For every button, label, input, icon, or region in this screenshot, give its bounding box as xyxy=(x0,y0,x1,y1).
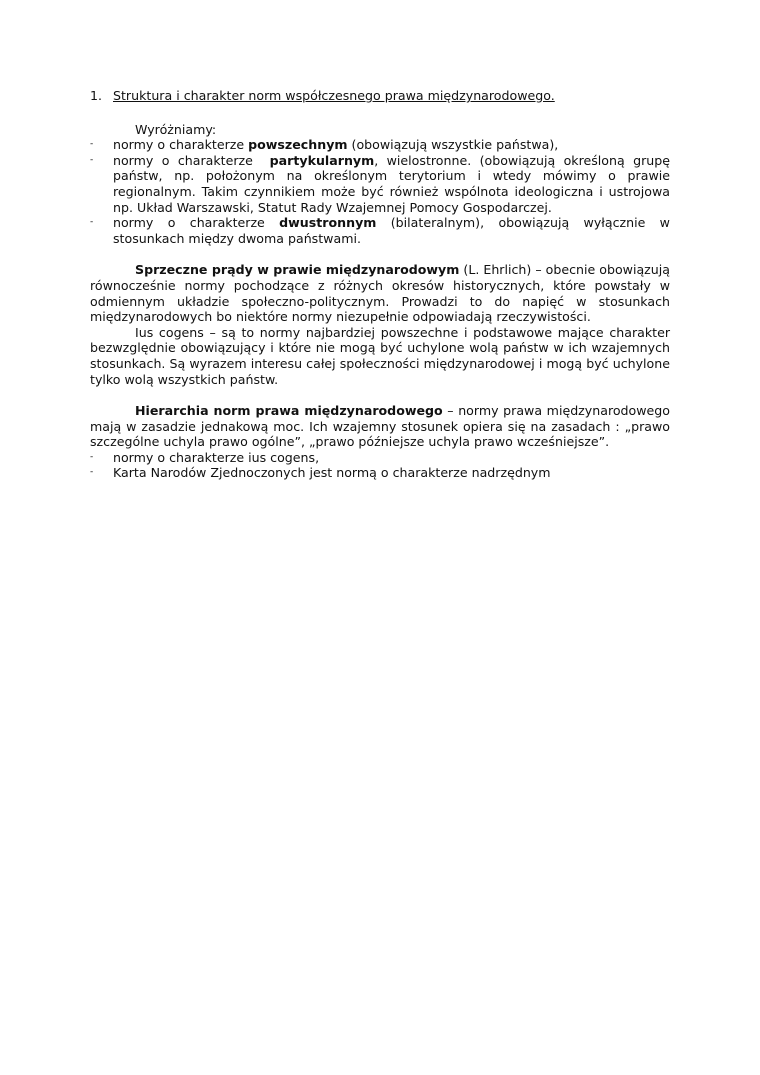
hierarchy-item-un-charter xyxy=(90,465,670,481)
list-item-rest: (bilateralnym), obowiązują wyłącznie w stosunkach między dwoma państwami. xyxy=(113,215,670,246)
list-item-text: normy o charakterze ius cogens, xyxy=(113,449,320,465)
list-item-term: dwustronnym xyxy=(279,215,377,231)
list-dash: - xyxy=(90,217,94,228)
list-item-rest: (obowiązują wszystkie państwa), xyxy=(347,137,559,153)
list-item-universal xyxy=(90,137,670,153)
list-item-bilateral xyxy=(90,215,670,246)
list-item-text xyxy=(113,153,670,215)
list-item-text xyxy=(113,137,670,153)
section-title: Struktura i charakter norm współczesnego prawa międzynarodowego. xyxy=(113,88,555,103)
hierarchy-item-ius-cogens xyxy=(90,450,670,466)
paragraph-term: Hierarchia norm prawa międzynarodowego xyxy=(135,403,443,419)
list-item-lead: normy o charakterze xyxy=(113,152,270,168)
list-item-term: powszechnym xyxy=(248,137,348,153)
list-item-particular xyxy=(90,153,670,215)
list-dash: - xyxy=(90,139,94,150)
paragraph-text: (L. Ehrlich) – obecnie obowiązują równocześnie normy pochodzące z różnych okresów historycznych, które powstały w odmiennym układzie społeczno-politycznym. Prowadzi to do napięć w stosunkach międzynarodowych bo niektóre normy niezupełnie odpowiadają rzeczywistości. xyxy=(90,262,670,325)
ius-cogens-paragraph: Ius cogens – są to normy najbardziej powszechne i podstawowe mające charakter bezwzględnie obowiązujący i które nie mogą być uchylone wolą państw w ich wzajemnych stosunkach. Są wyrazem interesu całej społeczności międzynarodowej i mogą być uchylone tylko wolą wszystkich państw. xyxy=(90,324,670,387)
list-dash: - xyxy=(90,451,94,462)
contradictory-currents-paragraph xyxy=(90,262,670,324)
intro-text: Wyróżniamy: xyxy=(135,121,217,137)
hierarchy-paragraph xyxy=(90,403,670,450)
list-item-text xyxy=(113,215,670,246)
paragraph-term: Sprzeczne prądy w prawie międzynarodowym xyxy=(135,262,460,278)
paragraph-gap xyxy=(90,387,670,403)
list-item-lead: normy o charakterze xyxy=(113,215,280,231)
list-dash: - xyxy=(90,154,94,165)
document-page xyxy=(90,88,670,481)
list-item-rest: , wielostronne. (obowiązują określoną grupę państw, np. położonym na określonym terytorium i wtedy mówimy o prawie regionalnym. Takim czynnikiem może być również wspólnota ideologiczna i ustrojowa np. Układ Warszawski, Statut Rady Wzajemnej Pomocy Gospodarczej. xyxy=(113,152,670,215)
list-item-text: Karta Narodów Zjednoczonych jest normą o charakterze nadrzędnym xyxy=(113,465,551,481)
section-number: 1. xyxy=(90,88,103,103)
list-dash: - xyxy=(90,467,94,478)
list-item-term: partykularnym xyxy=(269,152,375,168)
paragraph-gap xyxy=(90,246,670,262)
section-heading xyxy=(90,88,670,104)
paragraph-text: – normy prawa międzynarodowego mają w zasadzie jednakową moc. Ich wzajemny stosunek opiera się na zasadach : „prawo szczególne uchyla prawo ogólne”, „prawo późniejsze uchyla prawo wcześniejsze”. xyxy=(90,403,670,450)
list-item-lead: normy o charakterze xyxy=(113,137,249,153)
